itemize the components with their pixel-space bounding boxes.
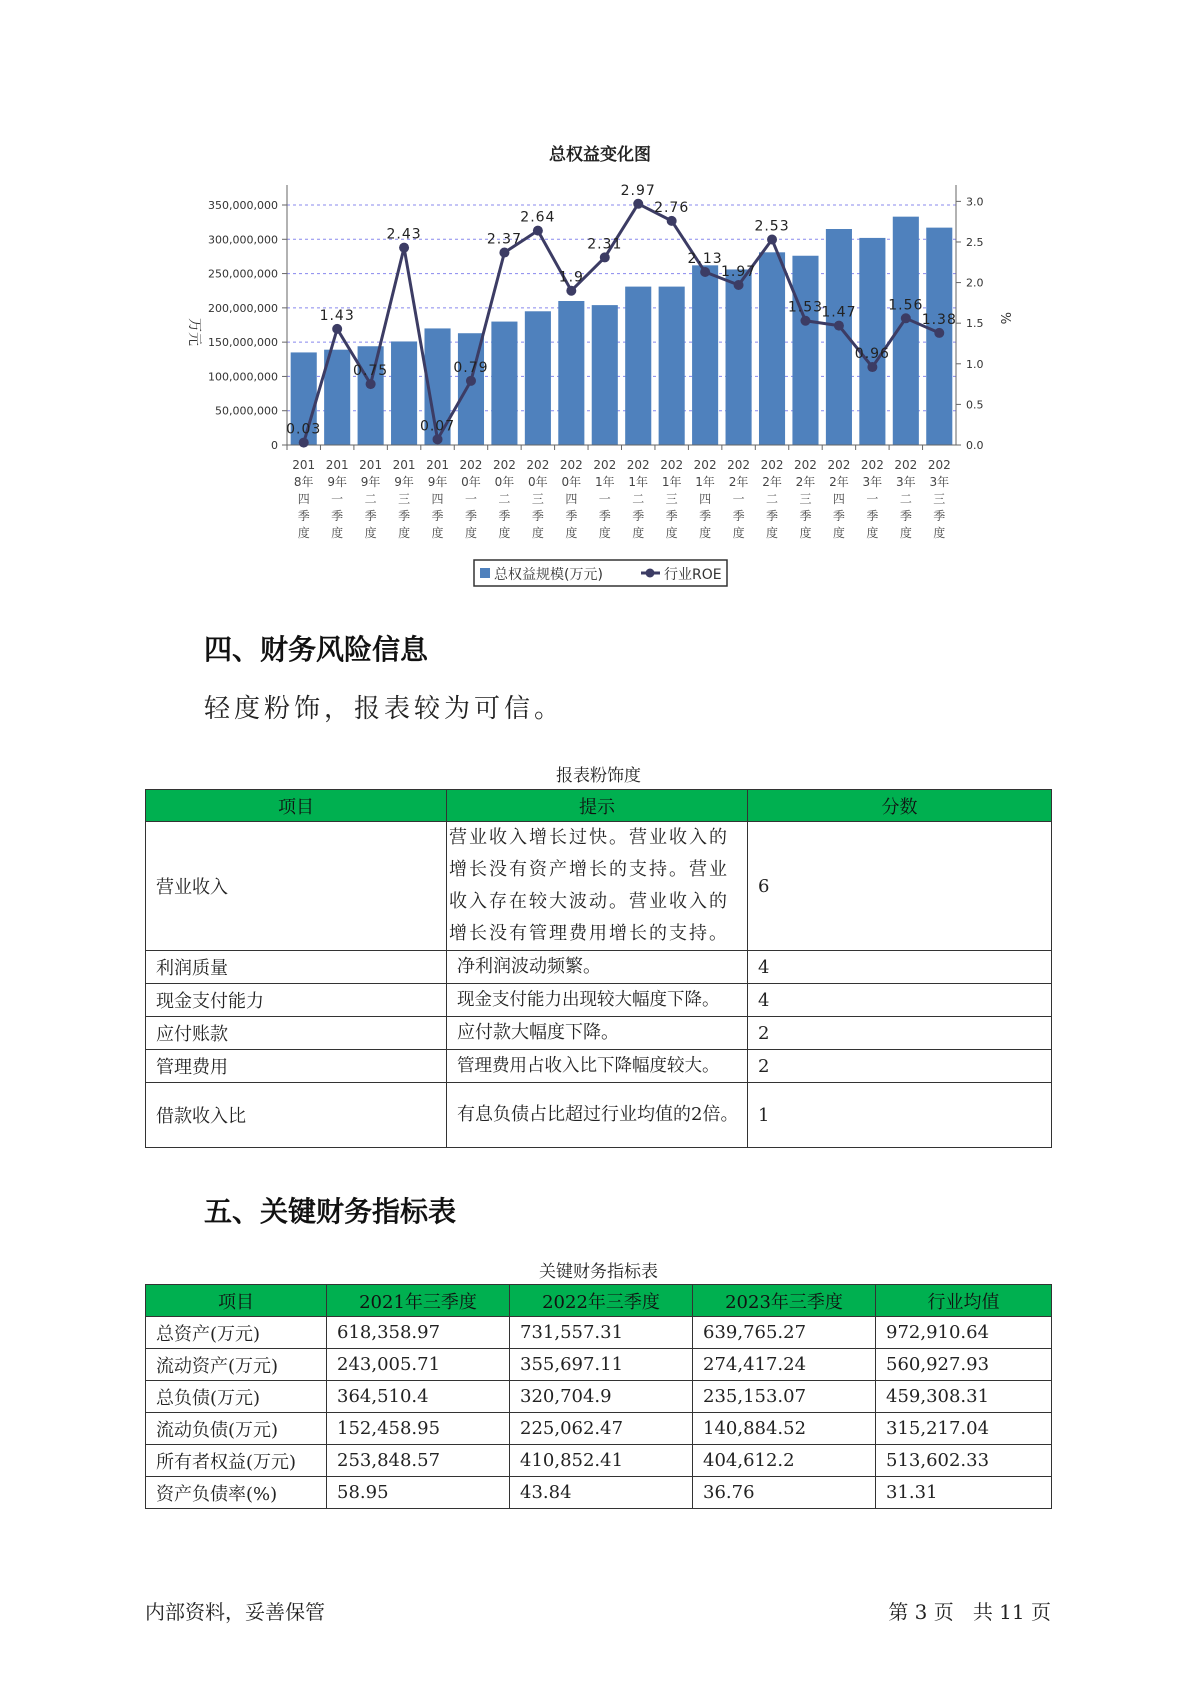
footer-left: 内部资料，妥善保管 (145, 1600, 325, 1624)
bar (625, 287, 651, 445)
fin-item: 总资产(万元) (146, 1317, 327, 1349)
fin-value: 731,557.31 (510, 1317, 693, 1349)
bar (358, 346, 384, 445)
equity-chart (0, 0, 1191, 600)
y-left-tick-label: 0 (271, 439, 278, 452)
fin-value: 364,510.4 (327, 1381, 510, 1413)
chart-legend (474, 560, 727, 586)
bar (692, 265, 718, 445)
y-left-tick-label: 300,000,000 (208, 233, 278, 247)
fin-value: 31.31 (876, 1477, 1052, 1509)
fin-item: 流动资产(万元) (146, 1349, 327, 1381)
roe-point (433, 434, 443, 444)
table-row (146, 1083, 1052, 1148)
risk-score: 2 (748, 1050, 1052, 1083)
bar (525, 311, 551, 445)
x-tick-label: 202 3年三季度 (927, 458, 951, 540)
x-tick-label: 202 0年一季度 (459, 458, 483, 540)
roe-data-label: 2.31 (587, 236, 623, 253)
fin-value: 36.76 (693, 1477, 876, 1509)
risk-hint: 管理费用占收入比下降幅度较大。 (447, 1050, 748, 1083)
risk-summary: 轻度粉饰，报表较为可信。 (204, 694, 565, 724)
fin-value: 639,765.27 (693, 1317, 876, 1349)
fin-value: 513,602.33 (876, 1445, 1052, 1477)
fin-item: 所有者权益(万元) (146, 1445, 327, 1477)
roe-point (734, 280, 744, 290)
y-axis-left-label: 万元 (186, 318, 202, 346)
table-row (146, 984, 1052, 1017)
risk-header-hint: 提示 (447, 790, 748, 822)
roe-data-label: 1.56 (888, 297, 924, 314)
fin-item: 资产负债率(%) (146, 1477, 327, 1509)
risk-score: 4 (748, 984, 1052, 1017)
roe-point (767, 235, 777, 245)
y-left-tick-label: 100,000,000 (208, 370, 278, 384)
roe-data-label: 2.53 (754, 218, 790, 235)
table-row (146, 1050, 1052, 1083)
y-left-tick-label: 200,000,000 (208, 301, 278, 315)
roe-data-label: 1.97 (720, 264, 757, 281)
x-tick-label: 201 9年一季度 (325, 458, 349, 540)
roe-point (499, 248, 509, 258)
risk-item: 利润质量 (146, 951, 447, 984)
fin-header-industry: 行业均值 (876, 1285, 1052, 1317)
risk-hint: 现金支付能力出现较大幅度下降。 (447, 984, 748, 1017)
bar (859, 238, 885, 445)
x-tick-label: 202 1年三季度 (660, 458, 684, 540)
roe-data-label: 0.03 (286, 421, 322, 438)
fin-value: 320,704.9 (510, 1381, 693, 1413)
x-tick-label: 202 1年四季度 (693, 458, 717, 540)
fin-value: 243,005.71 (327, 1349, 510, 1381)
roe-data-label: 1.9 (558, 269, 584, 286)
fin-value: 972,910.64 (876, 1317, 1052, 1349)
risk-item: 管理费用 (146, 1050, 447, 1083)
bar (726, 269, 752, 445)
y-left-tick-label: 50,000,000 (215, 404, 278, 418)
y-left-tick-label: 350,000,000 (208, 199, 278, 212)
roe-data-label: 2.76 (654, 199, 690, 216)
risk-header-item: 项目 (146, 790, 447, 822)
fin-value: 58.95 (327, 1477, 510, 1509)
x-tick-label: 202 0年三季度 (526, 458, 550, 540)
fin-item: 流动负债(万元) (146, 1413, 327, 1445)
y-right-tick-label: 2.5 (966, 235, 984, 249)
fin-value: 235,153.07 (693, 1381, 876, 1413)
chart-title: 总权益变化图 (549, 145, 651, 165)
roe-point (399, 243, 409, 253)
risk-item: 借款收入比 (146, 1083, 447, 1148)
roe-point (466, 376, 476, 386)
roe-point (332, 324, 342, 334)
risk-hint: 有息负债占比超过行业均值的2倍。 (447, 1083, 748, 1148)
fin-value: 410,852.41 (510, 1445, 693, 1477)
risk-item: 现金支付能力 (146, 984, 447, 1017)
fin-item: 总负债(万元) (146, 1381, 327, 1413)
fin-value: 225,062.47 (510, 1413, 693, 1445)
bar (491, 322, 517, 445)
roe-data-label: 2.13 (687, 251, 723, 268)
bar (592, 305, 618, 445)
roe-data-label: 2.37 (486, 231, 523, 248)
x-tick-label: 201 9年二季度 (359, 458, 383, 540)
y-right-tick-label: 1.5 (966, 317, 984, 331)
risk-hint: 营业收入增长过快。营业收入的增长没有资产增长的支持。营业收入存在较大波动。营业收入的增长没有管理费用增长的支持。 (447, 822, 748, 951)
table-row (146, 822, 1052, 951)
legend-bar-label: 总权益规模(万元) (494, 567, 603, 583)
y-left-tick-label: 250,000,000 (208, 267, 278, 281)
roe-point (667, 216, 677, 226)
roe-point (299, 438, 309, 448)
risk-table-caption: 报表粉饰度 (556, 766, 641, 786)
table-row (146, 1381, 1052, 1413)
risk-score: 4 (748, 951, 1052, 984)
roe-point (834, 321, 844, 331)
risk-score: 1 (748, 1083, 1052, 1148)
x-tick-label: 202 2年一季度 (727, 458, 751, 540)
risk-hint: 净利润波动频繁。 (447, 951, 748, 984)
y-axis-right-label: % (997, 312, 1012, 325)
roe-point (800, 316, 810, 326)
footer-page-number: 第 3 页 共 11 页 (888, 1600, 1051, 1624)
fin-value: 404,612.2 (693, 1445, 876, 1477)
fin-value: 459,308.31 (876, 1381, 1052, 1413)
fin-header-item: 项目 (146, 1285, 327, 1317)
x-tick-label: 202 2年四季度 (827, 458, 851, 540)
roe-point (566, 286, 576, 296)
bar (391, 341, 417, 445)
roe-point (366, 379, 376, 389)
legend-bar-swatch (480, 568, 490, 578)
x-tick-label: 202 2年二季度 (760, 458, 784, 540)
roe-point (867, 362, 877, 372)
finance-table-caption: 关键财务指标表 (539, 1262, 658, 1282)
fin-value: 355,697.11 (510, 1349, 693, 1381)
roe-data-label: 2.64 (520, 209, 556, 226)
fin-header-2023: 2023年三季度 (693, 1285, 876, 1317)
roe-point (700, 267, 710, 277)
roe-point (901, 313, 911, 323)
risk-score: 6 (748, 822, 1052, 951)
table-row (146, 1477, 1052, 1509)
fin-value: 618,358.97 (327, 1317, 510, 1349)
risk-hint: 应付款大幅度下降。 (447, 1017, 748, 1050)
x-tick-label: 202 1年一季度 (593, 458, 617, 540)
x-tick-label: 202 1年二季度 (626, 458, 650, 540)
y-right-tick-label: 1.0 (966, 357, 984, 371)
roe-data-label: 1.47 (821, 304, 857, 321)
fin-value: 560,927.93 (876, 1349, 1052, 1381)
table-row (146, 1445, 1052, 1477)
fin-header-2022: 2022年三季度 (510, 1285, 693, 1317)
x-tick-label: 202 3年二季度 (894, 458, 918, 540)
roe-data-label: 0.07 (419, 418, 456, 435)
roe-data-label: 0.75 (353, 363, 389, 380)
legend-line-label: 行业ROE (664, 567, 722, 583)
roe-data-label: 2.97 (620, 182, 656, 199)
roe-point (934, 328, 944, 338)
y-right-tick-label: 2.0 (966, 276, 984, 290)
fin-header-2021: 2021年三季度 (327, 1285, 510, 1317)
table-row (146, 1017, 1052, 1050)
risk-item: 营业收入 (146, 822, 447, 951)
bar (659, 287, 685, 445)
bar (558, 301, 584, 445)
roe-data-label: 1.43 (319, 307, 355, 324)
y-right-tick-label: 0.0 (966, 439, 984, 452)
roe-data-label: 0.79 (453, 359, 489, 376)
x-tick-label: 201 9年三季度 (392, 458, 416, 540)
table-row (146, 1413, 1052, 1445)
y-right-tick-label: 3.0 (966, 195, 984, 209)
fin-value: 274,417.24 (693, 1349, 876, 1381)
x-tick-label: 201 8年四季度 (292, 458, 316, 540)
risk-header-score: 分数 (748, 790, 1052, 822)
fin-value: 43.84 (510, 1477, 693, 1509)
table-row (146, 1349, 1052, 1381)
risk-score: 2 (748, 1017, 1052, 1050)
bar (759, 252, 785, 445)
finance-table (145, 1284, 1052, 1509)
legend-line-marker (646, 569, 655, 578)
table-row (146, 951, 1052, 984)
table-row (146, 1317, 1052, 1349)
section5-title: 五、关键财务指标表 (204, 1195, 457, 1228)
roe-data-label: 1.53 (787, 299, 824, 316)
section4-title: 四、财务风险信息 (204, 633, 429, 666)
risk-table (145, 789, 1052, 1148)
roe-point (533, 226, 543, 236)
y-left-tick-label: 150,000,000 (208, 336, 278, 350)
fin-value: 315,217.04 (876, 1413, 1052, 1445)
roe-point (633, 199, 643, 209)
roe-data-label: 0.96 (854, 346, 890, 363)
roe-point (600, 252, 610, 262)
x-tick-label: 202 0年二季度 (492, 458, 516, 540)
risk-item: 应付账款 (146, 1017, 447, 1050)
roe-data-label: 1.38 (921, 311, 957, 328)
x-tick-label: 202 2年三季度 (794, 458, 817, 540)
bar (792, 256, 818, 445)
fin-value: 253,848.57 (327, 1445, 510, 1477)
fin-value: 140,884.52 (693, 1413, 876, 1445)
y-right-tick-label: 0.5 (966, 398, 984, 412)
fin-value: 152,458.95 (327, 1413, 510, 1445)
x-tick-label: 202 0年四季度 (559, 458, 583, 540)
x-tick-label: 201 9年四季度 (426, 458, 449, 540)
roe-data-label: 2.43 (386, 226, 422, 243)
x-tick-label: 202 3年一季度 (860, 458, 884, 540)
